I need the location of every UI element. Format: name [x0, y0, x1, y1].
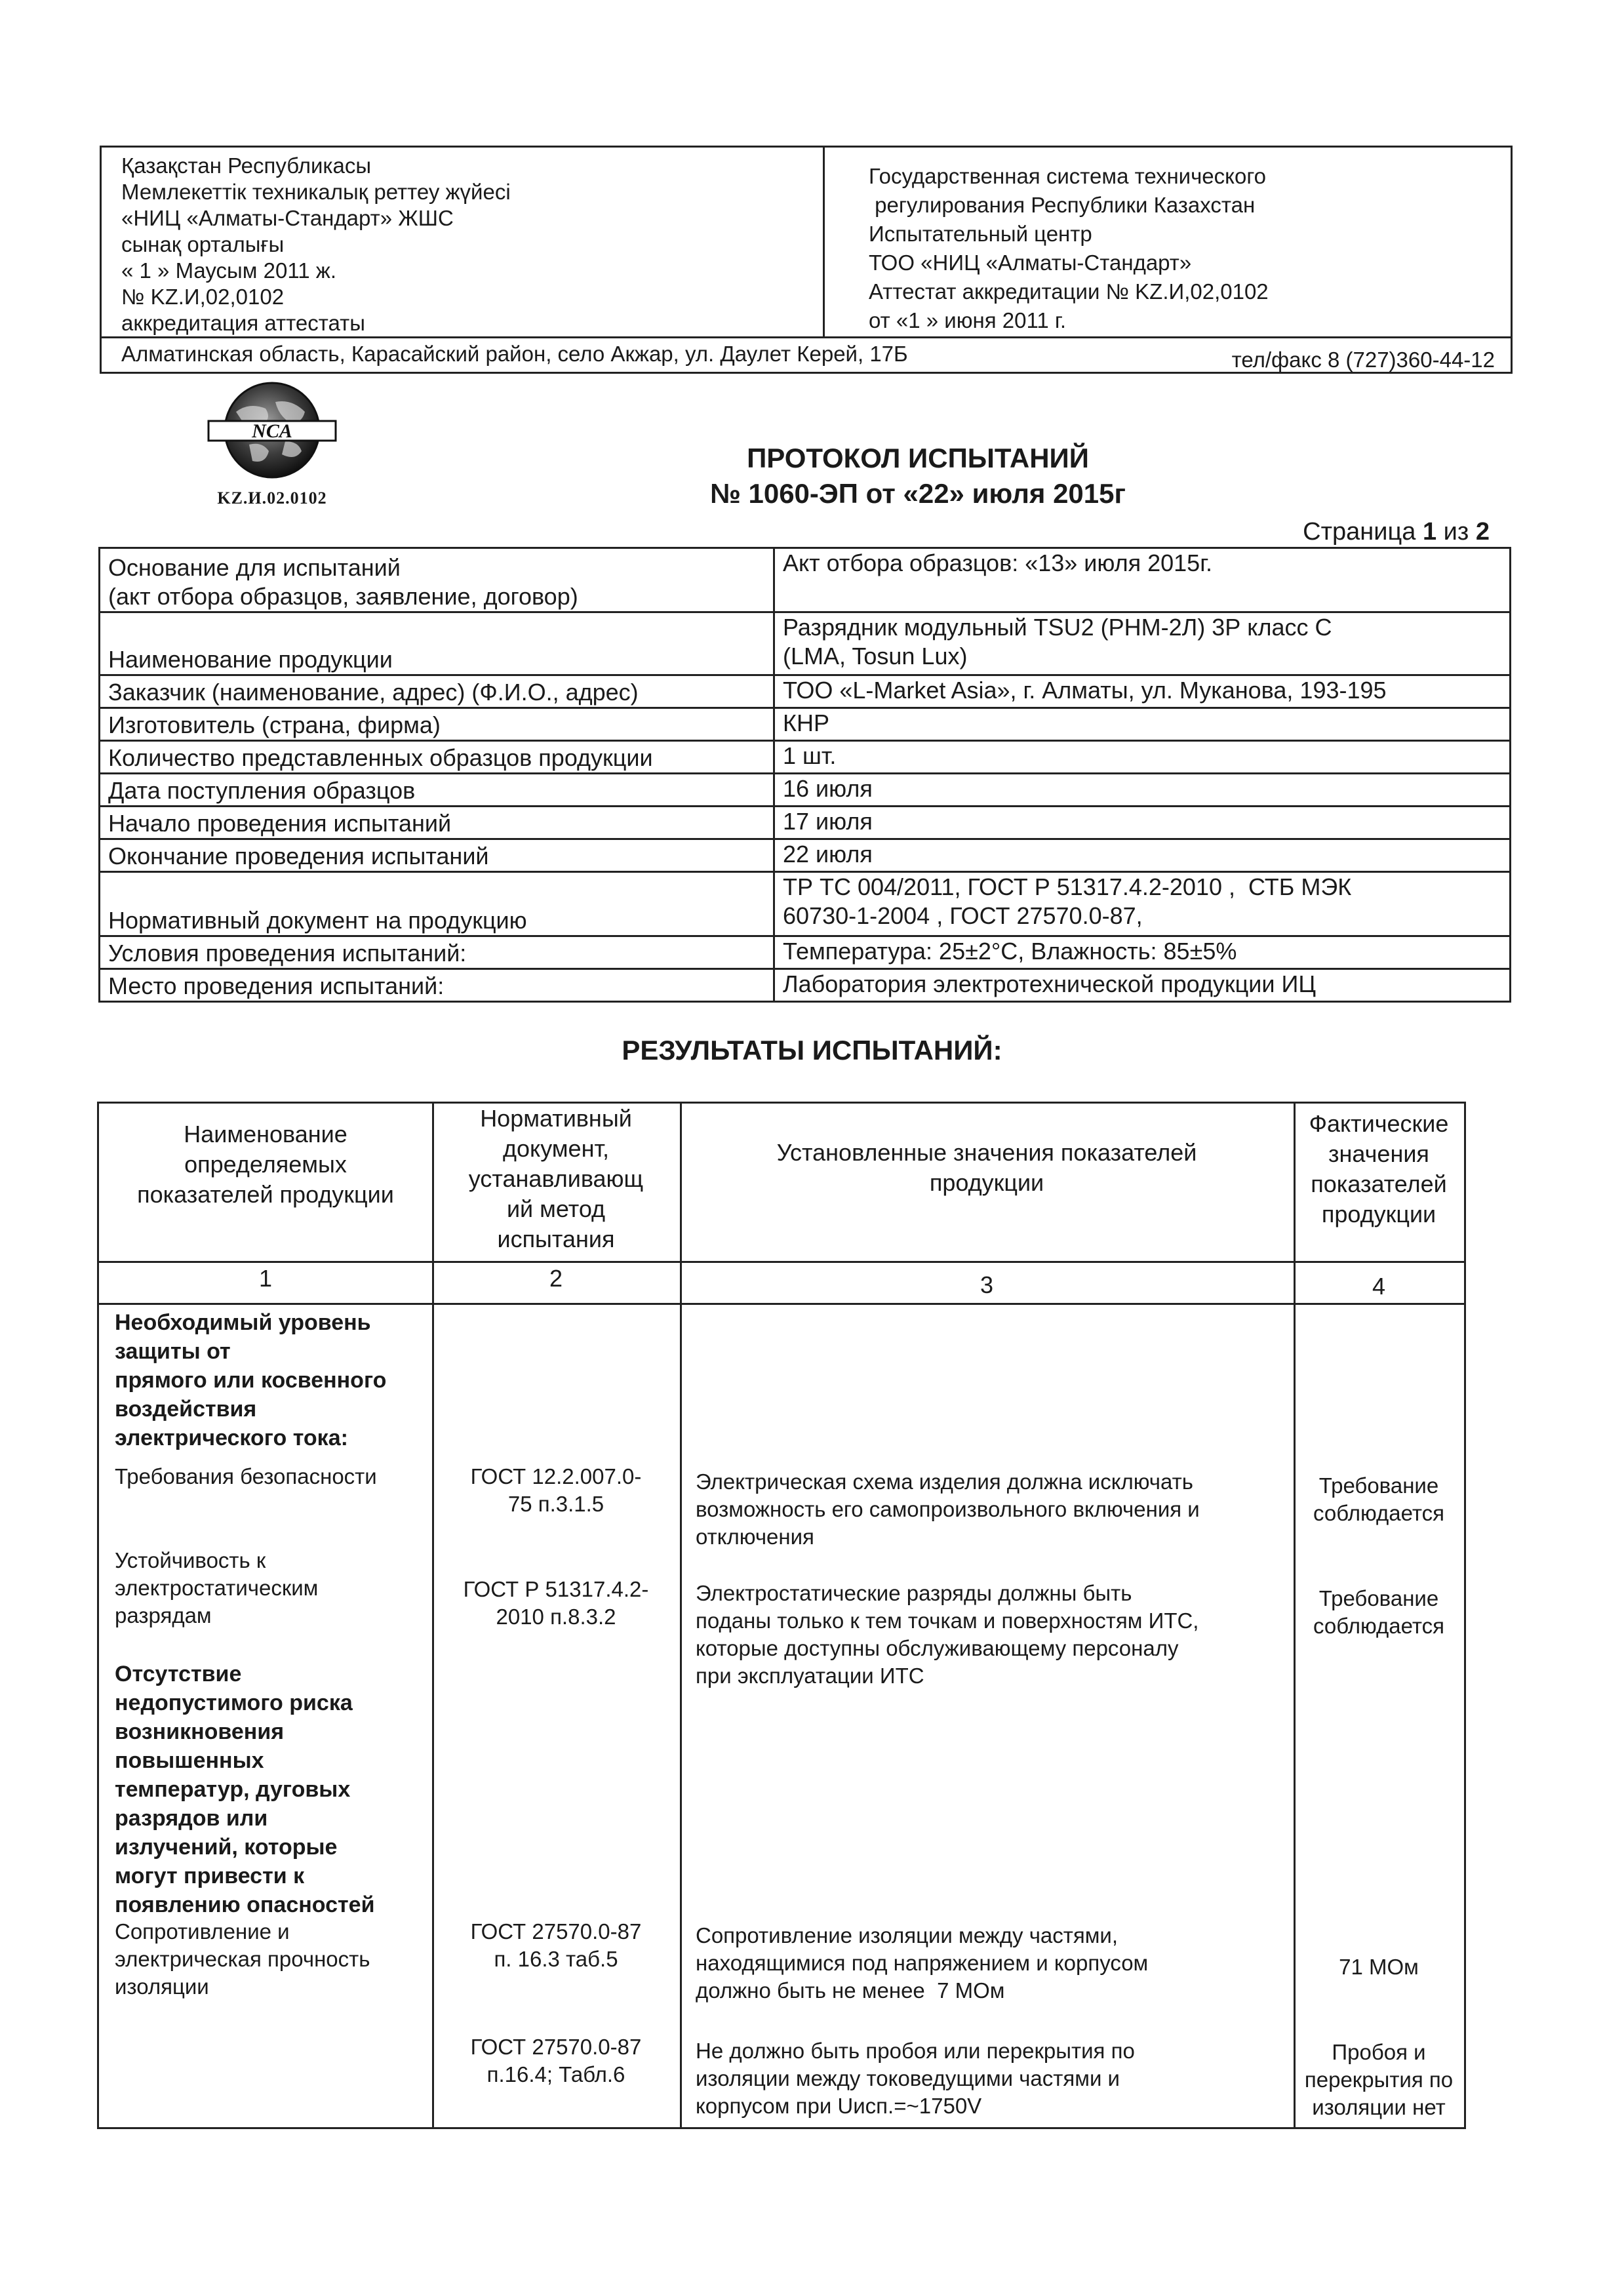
- info-label-line: Заказчик (наименование, адрес) (Ф.И.О., адрес): [108, 679, 639, 706]
- cell-line: которые доступны обслуживающему персоналу: [696, 1636, 1179, 1660]
- cell-line: Требования безопасности: [115, 1464, 377, 1488]
- header-left-line: Қазақстан Республикасы: [121, 153, 372, 178]
- row-doc: [432, 1918, 680, 1973]
- address-text: Алматинская область, Карасайский район, село Акжар, ул. Даулет Керей, 17Б: [121, 342, 908, 366]
- info-label: [100, 807, 774, 839]
- header-divider: [823, 148, 825, 338]
- info-label-line: Начало проведения испытаний: [108, 810, 452, 837]
- cell-line: Требование: [1318, 1473, 1439, 1498]
- cell-line: ГОСТ Р 51317.4.2-: [463, 1577, 649, 1601]
- info-value: [774, 807, 1511, 839]
- info-label: [100, 741, 774, 774]
- logo-mark: NCA: [252, 420, 292, 442]
- cell-line: изоляции между токоведущими частями и: [696, 2066, 1120, 2090]
- info-label: [100, 548, 774, 612]
- page-number: [1303, 518, 1490, 546]
- logo-caption: KZ.И.02.0102: [217, 489, 327, 508]
- info-value: [774, 741, 1511, 774]
- row-spec: [696, 2037, 1135, 2120]
- cell-line: должно быть не менее 7 МОм: [696, 1978, 1005, 2003]
- section-line: недопустимого риска: [115, 1690, 353, 1715]
- info-label: [100, 708, 774, 741]
- cell-line: корпусом при Uисп.=~1750V: [696, 2094, 982, 2118]
- cell-line: Устойчивость к: [115, 1548, 266, 1572]
- section-heading: [115, 1308, 386, 1452]
- header-col-3: [680, 1138, 1294, 1198]
- cell-line: п.16.4; Табл.6: [486, 2062, 625, 2086]
- page-sep: из: [1436, 518, 1476, 546]
- results-table: [97, 1102, 1466, 2129]
- info-label-line: Условия проведения испытаний:: [108, 940, 467, 967]
- table-row: [100, 807, 1511, 839]
- section-line: воздействия: [115, 1397, 257, 1422]
- column-number: 4: [1372, 1273, 1386, 1300]
- cell-line: Пробоя и: [1332, 2040, 1426, 2064]
- section-line: разрядов или: [115, 1806, 268, 1831]
- cell-line: электростатическим: [115, 1576, 319, 1600]
- info-label-line: Основание для испытаний: [108, 554, 401, 581]
- row-spec: [696, 1468, 1200, 1551]
- info-value: [774, 839, 1511, 872]
- info-label: [100, 774, 774, 807]
- info-value-line: (LMA, Tosun Lux): [783, 643, 968, 669]
- title-line-2: № 1060-ЭП от «22» июля 2015г: [709, 478, 1126, 509]
- header-left-line: № KZ.И,02,0102: [121, 285, 285, 309]
- info-value: [774, 774, 1511, 807]
- info-label-line: Дата поступления образцов: [108, 777, 416, 804]
- cell-line: соблюдается: [1313, 1501, 1444, 1525]
- info-label-line: Количество представленных образцов продукции: [108, 744, 653, 771]
- row-doc: [432, 2033, 680, 2088]
- cell-line: изоляции: [115, 1974, 209, 1999]
- info-value-line: 1 шт.: [783, 742, 837, 769]
- header-text: ий метод: [506, 1195, 606, 1222]
- title-line-1: ПРОТОКОЛ ИСПЫТАНИЙ: [747, 443, 1089, 473]
- table-row: [100, 741, 1511, 774]
- row-spec: [696, 1580, 1198, 1690]
- header-text: Наименование: [184, 1121, 347, 1148]
- info-value: [774, 872, 1511, 936]
- section-line: могут привести к: [115, 1864, 305, 1888]
- info-value-line: Акт отбора образцов: «13» июля 2015г.: [783, 549, 1212, 576]
- section-line: защиты от: [115, 1339, 231, 1364]
- row-result: [1294, 1953, 1464, 1981]
- cell-line: возможность его самопроизвольного включения и: [696, 1497, 1200, 1521]
- row-spec: [696, 1922, 1148, 2005]
- cell-line: Сопротивление и: [115, 1919, 290, 1944]
- results-title: РЕЗУЛЬТАТЫ ИСПЫТАНИЙ:: [622, 1035, 1002, 1066]
- info-label-line: Место проведения испытаний:: [108, 972, 445, 999]
- cell-line: п. 16.3 таб.5: [494, 1947, 618, 1971]
- info-label-line: Окончание проведения испытаний: [108, 843, 489, 869]
- table-row: [100, 936, 1511, 969]
- cell-line: электрическая прочность: [115, 1947, 370, 1971]
- document-title: [656, 441, 1180, 511]
- info-value-line: КНР: [783, 709, 829, 736]
- section-line: температур, дуговых: [115, 1777, 351, 1802]
- table-row: [100, 708, 1511, 741]
- info-value-line: 22 июля: [783, 841, 873, 868]
- header-col-2: [432, 1104, 680, 1254]
- info-value-line: 17 июля: [783, 808, 873, 835]
- header-block: [100, 146, 1513, 374]
- info-value-line: ТР ТС 004/2011, ГОСТ Р 51317.4.2-2010 , СТБ МЭК: [783, 873, 1352, 900]
- row-doc: [432, 1576, 680, 1631]
- header-left-line: аккредитация аттестаты: [121, 311, 365, 335]
- page-current: 1: [1422, 518, 1437, 546]
- header-text: показателей продукции: [137, 1181, 394, 1208]
- header-left-text: [121, 153, 511, 336]
- column-number: 2: [549, 1265, 563, 1292]
- section-heading: [115, 1660, 374, 1919]
- header-right-line: Испытательный центр: [869, 222, 1092, 246]
- header-col-4: [1294, 1109, 1464, 1229]
- row-name: [115, 1918, 370, 2001]
- page-prefix: Страница: [1303, 518, 1423, 546]
- row-divider: [99, 1303, 1464, 1305]
- table-row: [100, 548, 1511, 612]
- header-right-line: ТОО «НИЦ «Алматы-Стандарт»: [869, 250, 1192, 275]
- info-table: [98, 547, 1511, 1003]
- cell-line: отключения: [696, 1525, 814, 1549]
- header-right-line: Государственная система технического: [869, 164, 1266, 188]
- header-text: Нормативный: [480, 1105, 632, 1132]
- column-number: 1: [258, 1265, 273, 1292]
- cell-line: перекрытия по: [1304, 2067, 1454, 2092]
- header-right-line: регулирования Республики Казахстан: [869, 193, 1256, 217]
- table-row: [100, 774, 1511, 807]
- header-text: значения: [1328, 1140, 1429, 1167]
- cell-line: поданы только к тем точкам и поверхностям ИТС,: [696, 1608, 1199, 1633]
- cell-line: ГОСТ 12.2.007.0-: [470, 1464, 642, 1488]
- info-label: [100, 969, 774, 1002]
- info-label: [100, 872, 774, 936]
- cell-line: Не должно быть пробоя или перекрытия по: [696, 2039, 1135, 2063]
- table-row: [100, 839, 1511, 872]
- table-row: [100, 872, 1511, 936]
- section-line: Необходимый уровень: [115, 1310, 371, 1335]
- info-value-line: 60730-1-2004 , ГОСТ 27570.0-87,: [783, 902, 1143, 929]
- cell-line: Сопротивление изоляции между частями,: [696, 1923, 1119, 1947]
- header-text: определяемых: [184, 1151, 347, 1178]
- row-name: [115, 1547, 318, 1629]
- row-result: [1294, 1472, 1464, 1527]
- cell-line: ГОСТ 27570.0-87: [470, 2035, 642, 2059]
- section-line: Отсутствие: [115, 1662, 242, 1686]
- section-line: возникновения: [115, 1719, 285, 1744]
- cell-line: ГОСТ 27570.0-87: [470, 1919, 642, 1944]
- header-left-line: сынақ орталығы: [121, 232, 285, 256]
- info-value: [774, 612, 1511, 675]
- cell-line: Электрическая схема изделия должна исключать: [696, 1469, 1193, 1494]
- cell-line: изоляции нет: [1312, 2095, 1446, 2119]
- header-text: Фактические: [1309, 1110, 1449, 1137]
- header-text: документ,: [503, 1135, 609, 1162]
- section-line: прямого или косвенного: [115, 1368, 387, 1393]
- info-label-line: Нормативный документ на продукцию: [108, 907, 527, 934]
- page-total: 2: [1475, 518, 1490, 546]
- header-separator: [102, 336, 1511, 338]
- header-right-line: от «1 » июня 2011 г.: [869, 308, 1067, 332]
- header-left-line: Мемлекеттік техникалық реттеу жүйесі: [121, 180, 511, 204]
- info-value-line: 16 июля: [783, 775, 873, 802]
- header-text: испытания: [497, 1226, 615, 1252]
- info-value: [774, 675, 1511, 708]
- info-value-line: Разрядник модульный TSU2 (РНМ-2Л) 3Р класс С: [783, 614, 1332, 641]
- header-text: Установленные значения показателей: [776, 1139, 1197, 1166]
- table-row: [100, 612, 1511, 675]
- header-left-line: « 1 » Маусым 2011 ж.: [121, 258, 336, 283]
- cell-line: разрядам: [115, 1603, 212, 1627]
- cell-line: Электростатические разряды должны быть: [696, 1581, 1132, 1605]
- column-divider: [680, 1104, 682, 2127]
- header-text: продукции: [929, 1169, 1044, 1196]
- globe-logo-icon: [197, 379, 347, 481]
- table-row: [100, 969, 1511, 1002]
- header-col-1: [99, 1119, 432, 1210]
- info-value: [774, 708, 1511, 741]
- cell-line: 75 п.3.1.5: [507, 1492, 604, 1516]
- info-value: [774, 548, 1511, 612]
- row-doc: [432, 1463, 680, 1518]
- cell-line: соблюдается: [1313, 1614, 1444, 1638]
- column-number: 3: [980, 1271, 994, 1298]
- info-label: [100, 839, 774, 872]
- cell-line: 2010 п.8.3.2: [496, 1605, 616, 1629]
- header-text: продукции: [1321, 1201, 1436, 1227]
- info-label-line: (акт отбора образцов, заявление, договор): [108, 583, 578, 610]
- section-line: излучений, которые: [115, 1835, 338, 1860]
- cell-line: 71 МОм: [1339, 1955, 1419, 1979]
- section-line: электрического тока:: [115, 1426, 348, 1450]
- info-label-line: Изготовитель (страна, фирма): [108, 711, 441, 738]
- info-label: [100, 612, 774, 675]
- header-text: устанавливающ: [468, 1165, 644, 1192]
- section-line: появлению опасностей: [115, 1892, 375, 1917]
- row-result: [1294, 2039, 1464, 2121]
- info-value-line: Лаборатория электротехнической продукции ИЦ: [783, 970, 1316, 997]
- info-value-line: Температура: 25±2°С, Влажность: 85±5%: [783, 938, 1237, 965]
- header-right-text: [869, 162, 1269, 335]
- info-label: [100, 936, 774, 969]
- info-value: [774, 936, 1511, 969]
- info-label-line: Наименование продукции: [108, 646, 393, 673]
- info-label: [100, 675, 774, 708]
- cell-line: Требование: [1318, 1586, 1439, 1610]
- header-right-line: Аттестат аккредитации № KZ.И,02,0102: [869, 279, 1269, 304]
- cell-line: находящимися под напряжением и корпусом: [696, 1951, 1149, 1975]
- row-result: [1294, 1585, 1464, 1640]
- info-value-line: ТОО «L-Market Asia», г. Алматы, ул. Муканова, 193-195: [783, 677, 1387, 704]
- header-left-line: «НИЦ «Алматы-Стандарт» ЖШС: [121, 206, 454, 230]
- row-name: [115, 1463, 377, 1490]
- row-divider: [99, 1261, 1464, 1263]
- cell-line: при эксплуатации ИТС: [696, 1664, 924, 1688]
- table-row: [100, 675, 1511, 708]
- section-line: повышенных: [115, 1748, 264, 1773]
- header-text: показателей: [1311, 1170, 1447, 1197]
- info-value: [774, 969, 1511, 1002]
- phone-text: тел/факс 8 (727)360-44-12: [1231, 348, 1495, 372]
